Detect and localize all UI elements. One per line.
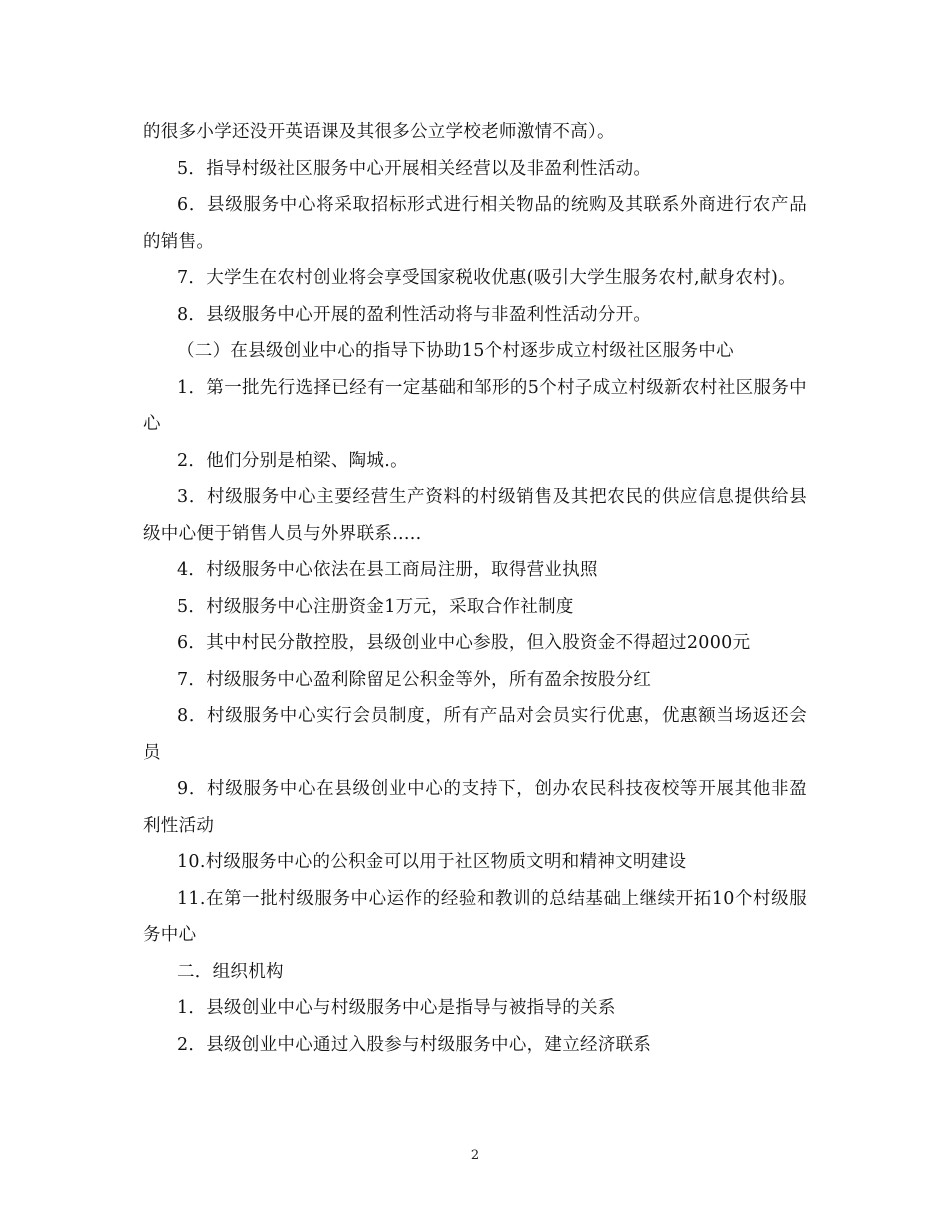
paragraph-org-item-2: 2．县级创业中心通过入股参与村级服务中心，建立经济联系 [177, 1034, 652, 1055]
paragraph-sub-item-8: 8．村级服务中心实行会员制度，所有产品对会员实行优惠，优惠额当场返还会员 [143, 706, 807, 763]
paragraph-item-7: 7．大学生在农村创业将会享受国家税收优惠(吸引大学生服务农村,献身农村)。 [177, 268, 796, 288]
paragraph-sub-item-9: 9．村级服务中心在县级创业中心的支持下，创办农民科技夜校等开展其他非盈利性活动 [143, 779, 807, 836]
paragraph-sub-item-1: 1．第一批先行选择已经有一定基础和邹形的5个村子成立村级新农村社区服务中心 [143, 377, 807, 434]
paragraph-continuation: 的很多小学还没开英语课及其很多公立学校老师激情不高）。 [143, 122, 615, 142]
paragraph-sub-item-4: 4．村级服务中心依法在县工商局注册，取得营业执照 [177, 560, 598, 580]
paragraph-org-item-1: 1．县级创业中心与村级服务中心是指导与被指导的关系 [177, 998, 616, 1018]
document-body [143, 114, 807, 1063]
paragraph-sub-item-7: 7．村级服务中心盈利除留足公积金等外，所有盈余按股分红 [177, 669, 652, 690]
paragraph-sub-item-3: 3．村级服务中心主要经营生产资料的村级销售及其把农民的供应信息提供给县级中心便于销售人员与外界联系..... [143, 487, 807, 544]
page-number: 2 [470, 1148, 480, 1163]
paragraph-sub-item-2: 2．他们分别是柏梁、陶城.。 [177, 450, 408, 471]
paragraph-sub-item-6: 6．其中村民分散控股，县级创业中心参股，但入股资金不得超过2000元 [177, 633, 751, 653]
paragraph-item-6: 6．县级服务中心将采取招标形式进行相关物品的统购及其联系外商进行农产品的销售。 [143, 195, 807, 252]
paragraph-sub-item-5: 5．村级服务中心注册资金1万元，采取合作社制度 [177, 596, 574, 617]
section-heading-organization: 二．组织机构 [177, 961, 284, 982]
paragraph-item-5: 5．指导村级社区服务中心开展相关经营以及非盈利性活动。 [177, 158, 652, 179]
paragraph-sub-item-11: 11.在第一批村级服务中心运作的经验和教训的总结基础上继续开拓10个村级服务中心 [143, 888, 807, 945]
paragraph-sub-item-10: 10.村级服务中心的公积金可以用于社区物质文明和精神文明建设 [177, 852, 687, 872]
section-heading-2: （二）在县级创业中心的指导下协助15个村逐步成立村级社区服务中心 [177, 341, 734, 361]
paragraph-item-8: 8．县级服务中心开展的盈利性活动将与非盈利性活动分开。 [177, 304, 652, 325]
